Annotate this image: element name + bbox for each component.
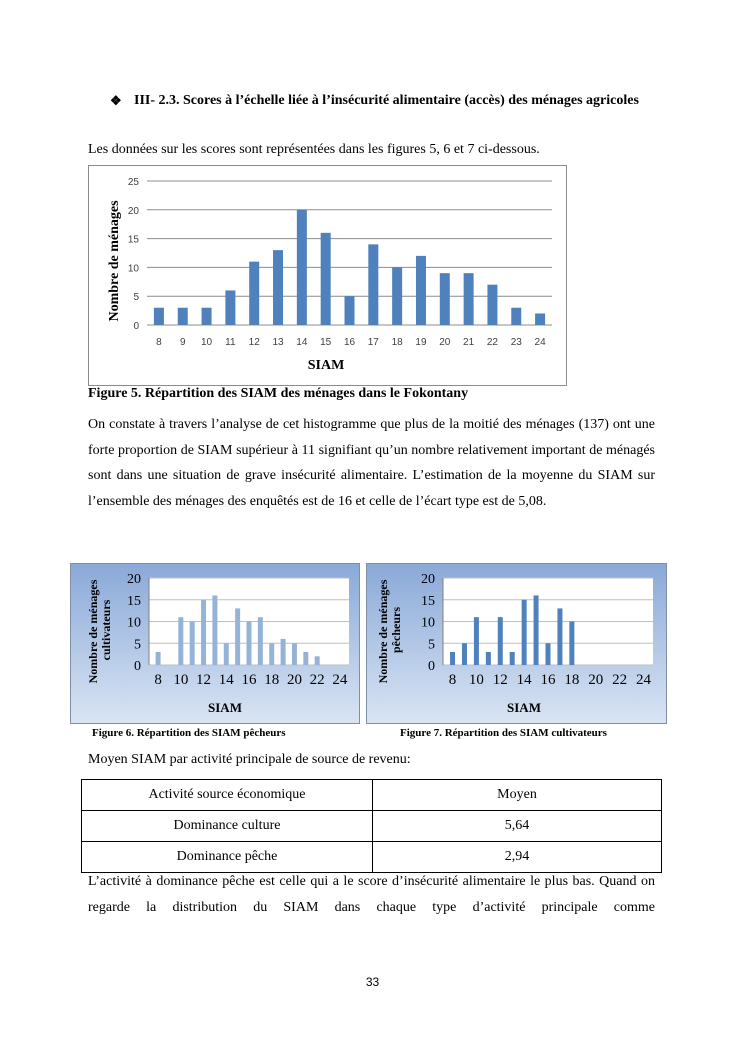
- figure-5-xtick-label: 24: [534, 337, 546, 348]
- table-header-cell: Activité source économique: [82, 780, 373, 811]
- figure-7-bar: [450, 652, 455, 665]
- figure-6-bar: [281, 639, 286, 665]
- figure-7-xtick-label: 16: [540, 672, 556, 688]
- table-row: [82, 842, 662, 873]
- figure-7-bar: [510, 652, 515, 665]
- figure-6-caption: Figure 6. Répartition des SIAM pêcheurs: [92, 727, 286, 739]
- figure-5-bar: [511, 308, 521, 325]
- figure-6-bar: [201, 600, 206, 665]
- table-cell: 5,64: [373, 811, 662, 842]
- figure-7-xtick-label: 10: [468, 672, 484, 688]
- figure-6-xtick-label: 10: [173, 672, 189, 688]
- figure-5-xtick-label: 12: [248, 337, 260, 348]
- figure-6-bar: [303, 652, 308, 665]
- figure-5-bar: [345, 296, 355, 325]
- section-heading-text: III- 2.3. Scores à l’échelle liée à l’insécurité alimentaire (accès) des ménages agricoles: [134, 93, 639, 108]
- figure-7-bar: [534, 595, 539, 665]
- figure-6-bar: [292, 643, 297, 665]
- figure-5-svg: [89, 166, 566, 385]
- figure-5-bar: [368, 244, 378, 325]
- figure-6-xtick-label: 18: [264, 672, 280, 688]
- figure-7-xtick-label: 24: [635, 672, 651, 688]
- figure-6-bar: [224, 643, 229, 665]
- figure-6-bar: [269, 643, 274, 665]
- figure-6-xtick-label: 14: [218, 672, 234, 688]
- figure-6-ylabel-line-1: Nombre de ménages: [86, 579, 100, 684]
- figure-5-ytick-label: 20: [127, 205, 139, 217]
- figure-5-xtick-label: 18: [391, 337, 403, 348]
- figure-7-xtick-label: 18: [564, 672, 580, 688]
- page-number: 33: [365, 975, 380, 989]
- figure-7-ylabel-line-2: pêcheurs: [389, 607, 403, 653]
- figure-5-ytick-label: 25: [127, 177, 139, 188]
- figure-6-xtick-label: 16: [241, 672, 257, 688]
- figure-7-ylabel: [376, 577, 403, 684]
- figure-6-bar: [315, 656, 320, 665]
- figure-5-bar: [392, 267, 402, 325]
- figure-5-ylabel: Nombre de ménages: [107, 200, 122, 322]
- figure-7-bar: [557, 608, 562, 665]
- figure-7-ytick-label: 15: [421, 593, 435, 609]
- figure-7-bar: [462, 643, 467, 665]
- figure-6-bar: [178, 617, 183, 665]
- figure-5-bar: [154, 308, 164, 325]
- figure-5-xtick-label: 22: [486, 337, 499, 348]
- figure-7-bar: [569, 622, 574, 666]
- figure-6-ytick-label: 5: [134, 637, 141, 653]
- figure-6-ylabel-line-2: cultivateurs: [99, 599, 113, 661]
- figure-5-ytick-label: 10: [127, 263, 139, 275]
- figure-6-ytick-label: 15: [127, 593, 141, 609]
- figure-7-ytick-label: 10: [421, 615, 435, 631]
- figure-6-xtick-label: 12: [196, 672, 212, 688]
- figure-5-bar: [416, 256, 426, 325]
- figure-6-bar: [156, 652, 161, 665]
- figure-5-xtick-label: 13: [272, 337, 284, 348]
- figure-5-ytick-label: 5: [133, 292, 139, 304]
- figure-5-xlabel: SIAM: [307, 358, 345, 373]
- intro-paragraph: Les données sur les scores sont représentées dans les figures 5, 6 et 7 ci-dessous.: [88, 142, 540, 157]
- body-paragraph-1: On constate à travers l’analyse de cet histogramme que plus de la moitié des ménages (137) ont une forte proportion de SIAM supérieur à 11 signifiant qu’un nombre relativement important de ménagés sont dans une situation de grave insécurité alimentaire. L’estimation de la moyenne du SIAM sur l’ensemble des ménages des enquêtés est de 16 et celle de l’écart type est de 5,08.: [88, 417, 655, 509]
- body-paragraph-2: L’activité à dominance pêche est celle qui a le score d’insécurité alimentaire le plus bas. Quand on regarde la distribution du SIAM dans chaque type d’activité principale comme: [88, 874, 655, 915]
- figure-6-svg: [71, 564, 359, 723]
- figure-5-bar: [178, 308, 188, 325]
- figure-5-bar: [487, 285, 497, 325]
- figure-6-ytick-label: 10: [127, 615, 141, 631]
- figure-7-xtick-label: 8: [448, 672, 457, 688]
- figure-5-xtick-label: 15: [320, 337, 332, 348]
- figure-6-bar: [212, 595, 217, 665]
- figure-5-caption: Figure 5. Répartition des SIAM des ménages dans le Fokontany: [88, 386, 469, 401]
- figure-6-xtick-label: 8: [154, 672, 162, 688]
- figure-6-ytick-label: 20: [127, 572, 141, 587]
- figure-6-bar: [235, 608, 240, 665]
- table-intro-label: Moyen SIAM par activité principale de source de revenu:: [88, 752, 411, 767]
- figure-5-xtick-label: 14: [296, 337, 308, 348]
- figure-5-bar: [249, 262, 259, 325]
- table-header-row: [82, 780, 662, 811]
- figure-5-bar: [202, 308, 212, 325]
- figure-5-xtick-label: 17: [367, 337, 379, 348]
- figure-6-xtick-label: 24: [332, 672, 348, 688]
- figure-5-bar: [297, 210, 307, 325]
- table-cell: 2,94: [373, 842, 662, 873]
- figure-5-xtick-label: 8: [156, 337, 162, 348]
- figure-7-chart: [366, 563, 667, 724]
- figure-7-ytick-label: 5: [428, 637, 435, 653]
- figure-7-svg: [367, 564, 666, 723]
- figure-7-xtick-label: 12: [492, 672, 508, 688]
- figure-7-xtick-label: 22: [612, 672, 628, 688]
- figure-5-bar: [273, 250, 283, 325]
- figure-7-bar: [546, 643, 551, 665]
- figure-5-ytick-label: 0: [133, 321, 139, 332]
- figure-6-xtick-label: 22: [309, 672, 325, 688]
- figure-5-xtick-label: 23: [510, 337, 522, 348]
- figure-5-xtick-label: 11: [225, 337, 236, 348]
- figure-5-xtick-label: 21: [463, 337, 475, 348]
- figure-5-xtick-label: 9: [179, 337, 186, 348]
- figure-5-bar: [225, 290, 235, 325]
- figure-7-ylabel-line-1: Nombre de ménages: [376, 579, 390, 684]
- figure-5-xtick-label: 20: [439, 337, 451, 348]
- figure-5-ytick-label: 15: [127, 234, 139, 246]
- figure-5-xtick-label: 19: [415, 337, 427, 348]
- figure-5-xtick-label: 16: [343, 337, 356, 348]
- figure-7-xtick-label: 20: [588, 672, 604, 688]
- figure-7-bar: [474, 617, 479, 665]
- figure-7-xtick-label: 14: [516, 672, 532, 688]
- figure-7-xlabel: SIAM: [507, 700, 541, 715]
- figure-5-bar: [321, 233, 331, 325]
- figure-6-xlabel: SIAM: [208, 700, 242, 715]
- figure-6-ytick-label: 0: [134, 659, 141, 674]
- figure-7-bar: [498, 617, 503, 665]
- figure-5-bar: [535, 313, 545, 325]
- figure-6-ylabel: [86, 577, 113, 684]
- table-cell: Dominance pêche: [82, 842, 373, 873]
- table-row: [82, 811, 662, 842]
- figure-6-bar: [258, 617, 263, 665]
- figure-7-ytick-label: 20: [421, 572, 435, 587]
- figure-6-bar: [247, 622, 252, 666]
- diamond-bullet-icon: ❖: [110, 93, 122, 108]
- figure-7-ytick-label: 0: [428, 659, 435, 674]
- figure-5-bar: [440, 273, 450, 325]
- section-heading: [110, 88, 670, 114]
- figure-6-bar: [190, 622, 195, 666]
- figure-7-caption: Figure 7. Répartition des SIAM cultivateurs: [400, 727, 607, 739]
- figure-5-bar: [464, 273, 474, 325]
- figure-5-xtick-label: 10: [200, 337, 213, 348]
- figure-7-bar: [522, 600, 527, 665]
- figure-7-bar: [486, 652, 491, 665]
- siam-activity-table: [81, 779, 662, 873]
- figure-5-chart: [88, 165, 567, 386]
- table-header-cell: Moyen: [373, 780, 662, 811]
- figure-6-chart: [70, 563, 360, 724]
- figure-6-xtick-label: 20: [286, 672, 302, 688]
- table-cell: Dominance culture: [82, 811, 373, 842]
